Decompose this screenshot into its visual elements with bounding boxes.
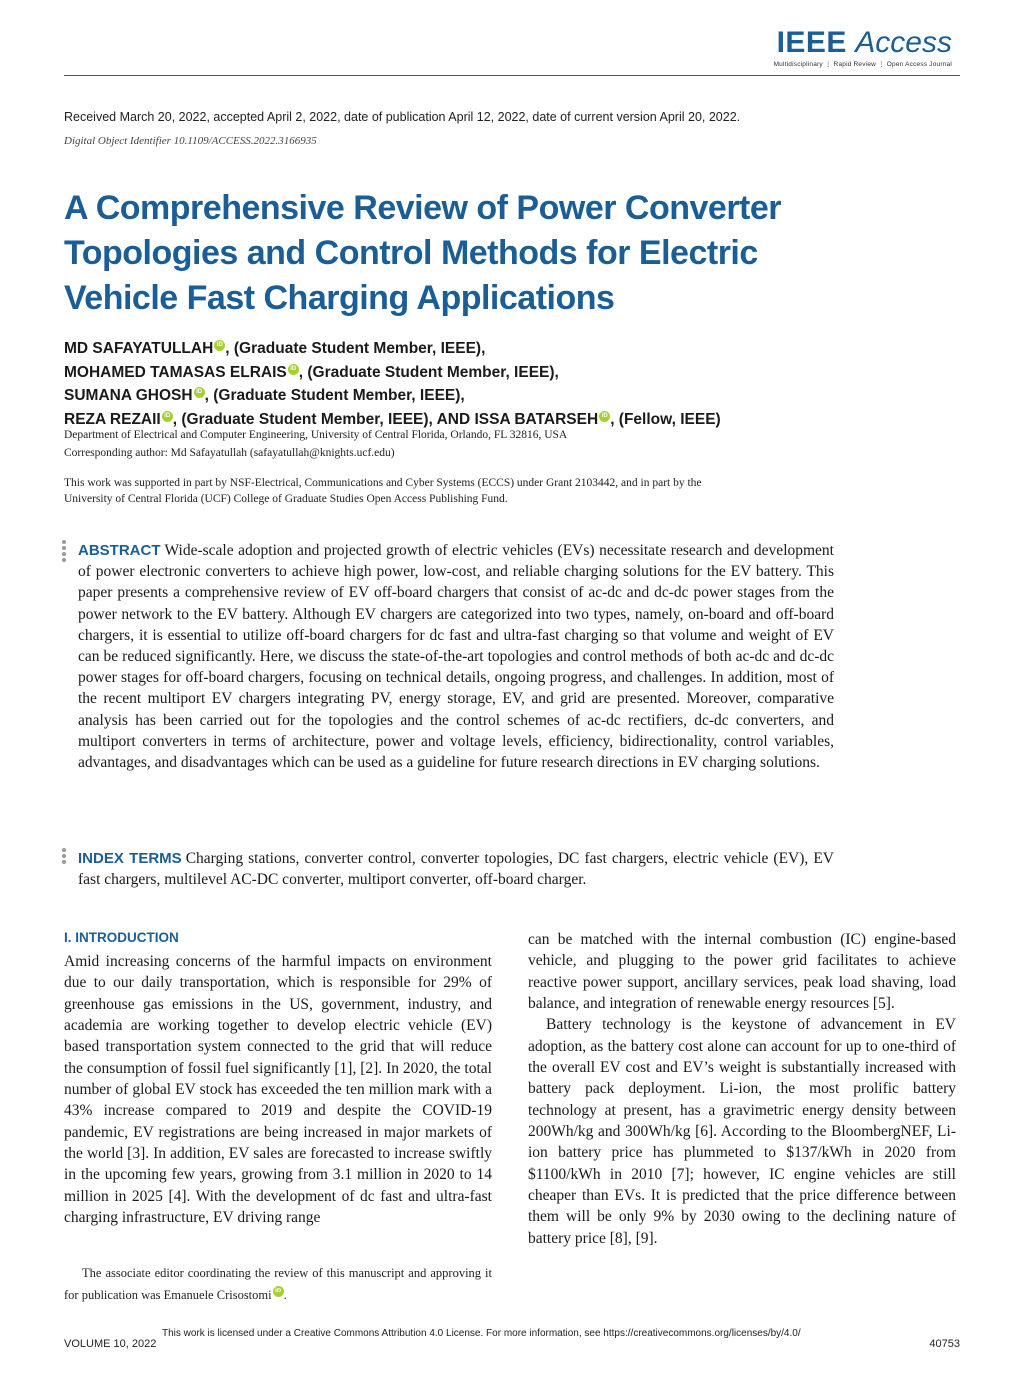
editor-note-end: . [283,1288,287,1302]
author-line [64,384,721,408]
paper-title [64,186,864,321]
orcid-icon[interactable]: iD [288,364,299,375]
abstract-marker-icon [62,540,67,564]
funding-note [64,475,844,507]
corresponding-author: Corresponding author: Md Safayatullah (safayatullah@knights.ucf.edu) [64,447,395,459]
author-list [64,337,721,431]
funding-line-1: This work was supported in part by NSF-Electrical, Communications and Cyber Systems (ECCS) under Grant 2103442, and in part by the [64,477,702,489]
index-terms-heading: INDEX TERMS [78,850,182,867]
footer-license[interactable]: This work is licensed under a Creative Commons Attribution 4.0 License. For more information, see https://creativecommons.org/licenses/by/4.0/ [162,1328,801,1339]
author-name: REZA REZAII [64,410,161,428]
section-heading-introduction: I. INTRODUCTION [64,930,179,945]
header-rule [64,75,960,76]
author-line [64,337,721,361]
author-role: , (Fellow, IEEE) [610,410,721,428]
author-line [64,361,721,385]
author-role: , (Graduate Student Member, IEEE), AND ISSA BATARSEH [172,410,599,428]
journal-name: Access [855,26,952,59]
orcid-icon[interactable]: iD [194,387,205,398]
editor-note [64,1262,492,1306]
author-role: , (Graduate Student Member, IEEE), [204,387,465,404]
author-name: MD SAFAYATULLAH [64,340,214,357]
author-line [64,408,721,432]
footer-volume: VOLUME 10, 2022 [64,1338,157,1350]
author-role: , (Graduate Student Member, IEEE), [298,363,559,381]
title-line-3: Vehicle Fast Charging Applications [64,279,615,317]
title-line-2: Topologies and Control Methods for Electric [64,234,758,272]
intro-paragraph: Battery technology is the keystone of advancement in EV adoption, as the battery cost alone can account for up to one-third of the overall EV cost and EV’s weight is substantially increased with battery pack deployment. Li-ion, the most prolific battery technology at present, has a gravimetric energy density between 200Wh/kg and 300Wh/kg [6]. According to the BloombergNEF, Li-ion battery price has plummeted to $137/kWh in 2020 from $1100/kWh in 2010 [7]; however, IC engine vehicles are still cheaper than EVs. It is predicted that the price difference between them will be only 9% by 2030 owing to the declining nature of battery price [8], [9]. [528,1016,956,1247]
index-terms [78,848,834,890]
journal-logo [774,26,952,68]
author-name: MOHAMED TAMASAS ELRAIS [64,363,287,381]
page-number: 40753 [929,1338,960,1350]
index-terms-marker-icon [62,848,67,866]
title-line-1: A Comprehensive Review of Power Converter [64,189,782,227]
abstract-heading: ABSTRACT [78,542,161,559]
left-column [64,951,492,1228]
author-name: SUMANA GHOSH [64,387,193,404]
intro-paragraph: can be matched with the internal combustion (IC) engine-based vehicle, and plugging to the power grid facilitates to achieve reactive power support, ancillary services, peak load shaving, load balance, and integration of renewable energy resources [5]. [528,931,956,1013]
received-line: Received March 20, 2022, accepted April 2, 2022, date of publication April 12, 2022, date of current version April 20, 2022. [64,110,741,124]
intro-paragraph: Amid increasing concerns of the harmful impacts on environment due to our daily transportation, which is responsible for 29% of greenhouse gas emissions in the US, government, industry, and academia are working together to develop electric vehicle (EV) based transportation system connected to the grid that will reduce the consumption of fossil fuel significantly [1], [2]. In 2020, the total number of global EV stock has exceeded the ten million mark with a 43% increase compared to 2019 and despite the COVID-19 pandemic, EV registrations are being increased in major markets of the world [3]. In addition, EV sales are forecasted to increase swiftly in the upcoming few years, growing from 3.1 million in 2020 to 14 million in 2025 [4]. With the development of dc fast and ultra-fast charging infrastructure, EV driving range [64,953,492,1227]
funding-line-2: University of Central Florida (UCF) College of Graduate Studies Open Access Publishing Fund. [64,493,508,505]
orcid-icon[interactable]: iD [273,1286,284,1297]
abstract-text: Wide-scale adoption and projected growth of electric vehicles (EVs) necessitate research and development of power electronic converters to achieve high power, low-cost, and reliable charging solutions for the EV battery. This paper presents a comprehensive review of EV off-board chargers that consist of ac-dc and dc-dc power stages from the power network to the EV battery. Although EV chargers are categorized into two types, namely, on-board and off-board chargers, it is essential to utilize off-board chargers for dc fast and ultra-fast charging so that volume and weight of EV can be reduced significantly. Here, we discuss the state-of-the-art topologies and control methods of both ac-dc and dc-dc power stages for off-board chargers, focusing on technical details, ongoing progress, and challenges. In addition, most of the recent multiport EV chargers integrating PV, energy storage, EV, and grid are presented. Moreover, comparative analysis has been carried out for the topologies and the control schemes of ac-dc rectifiers, dc-dc converters, and multiport converters in terms of architecture, power and voltage levels, efficiency, bidirectionality, control variables, advantages, and disadvantages which can be used as a guideline for future research directions in EV charging solutions. [78,542,834,772]
author-role: , (Graduate Student Member, IEEE), [225,340,486,357]
affiliation: Department of Electrical and Computer Engineering, University of Central Florida, Orlando, FL 32816, USA [64,429,568,441]
journal-tagline: Multidisciplinary ⋮ Rapid Review ⋮ Open Access Journal [773,61,952,68]
index-terms-text: Charging stations, converter control, converter topologies, DC fast chargers, electric vehicle (EV), EV fast chargers, multilevel AC-DC converter, multiport converter, off-board charger. [78,850,834,889]
right-column [528,929,956,1249]
orcid-icon[interactable]: iD [214,340,225,351]
editor-note-text: The associate editor coordinating the review of this manuscript and approving it for publication was Emanuele Crisostomi [64,1266,492,1302]
journal-brand: IEEE [776,26,847,59]
doi-line: Digital Object Identifier 10.1109/ACCESS.2022.3166935 [64,135,317,147]
orcid-icon[interactable]: iD [599,411,610,422]
orcid-icon[interactable]: iD [162,411,173,422]
abstract [78,540,834,773]
